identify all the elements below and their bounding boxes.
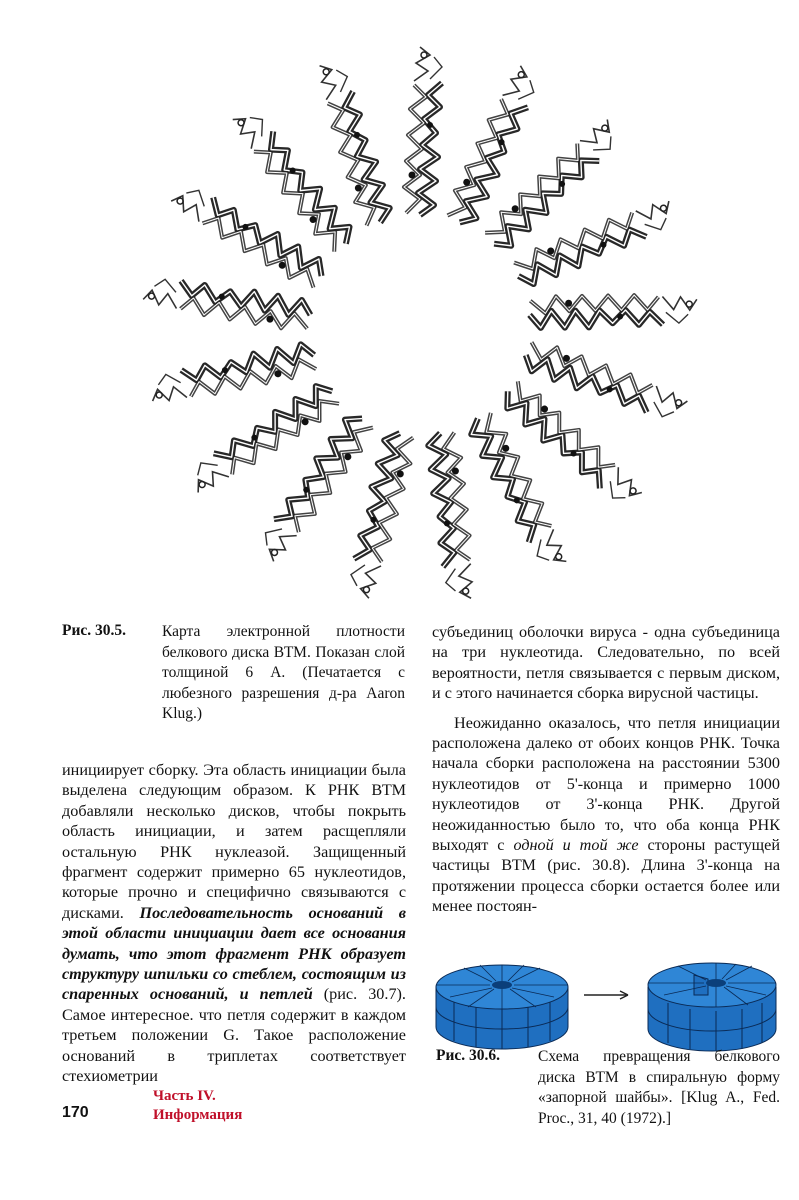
right-paragraph-2 [432, 713, 780, 917]
right-column-text [432, 622, 780, 917]
electron-density-map-figure [120, 30, 720, 610]
right-text-italic: одной и той же [513, 836, 639, 855]
figure-30-5-label: Рис. 30.5. [62, 622, 127, 639]
right-paragraph-1: субъединиц оболочки вируса - одна субъединица на три нуклеотида. Следовательно, по всей вероятности, петля связывается с первым диском, и с этого начинается сборка вирусной частицы. [432, 623, 780, 703]
part-number: Часть IV. [153, 1088, 216, 1104]
left-text-part-1: инициирует сборку. Эта область инициации была выделена следующим образом. К РНК ВТМ добавляли несколько дисков, чтобы покрыть область инициации, и затем расщепляли остальную РНК нуклеазой. Защищенный фрагмент содержит примерно 65 нуклеотидов, которые прочно и специфично связываются с дисками. [62, 761, 406, 922]
flat-disk-drawing [436, 965, 568, 1049]
left-column-text [62, 760, 406, 1087]
figure-30-6-label: Рис. 30.6. [436, 1047, 501, 1064]
right-text-part-2: стороны растущей частицы ВТМ (рис. 30.8). Длина 3'-конца на протяжении процесса сборки остается более или менее постоян- [432, 836, 780, 916]
figure-30-5-caption: Карта электронной плотности белкового диска ВТМ. Показан слой толщиной 6 А. (Печатается с любезного разрешения д-ра Aaron Klug.) [162, 623, 405, 722]
right-text-part-1: Неожиданно оказалось, что петля инициации расположена далеко от обоих концов РНК. Точка начала сборки расположена на расстоянии 5300 нуклеотидов от 5'-конца и примерно 1000 нуклеотидов от 3'-конца РНК. Другой неожиданностью было то, что оба конца РНК выходят с [432, 713, 780, 855]
disk-transformation-figure [432, 935, 784, 1053]
left-text-part-2: (рис. 30.7). Самое интересное. что петля содержит в каждом третьем положении G. Такое расположение оснований в триплетах соответствует стехиометрии [62, 985, 406, 1086]
part-title: Информация [153, 1107, 243, 1123]
page-number: 170 [62, 1104, 89, 1121]
transformation-arrow [584, 991, 628, 999]
lock-washer-drawing [648, 963, 776, 1051]
part-heading [153, 1087, 242, 1125]
left-text-italic: Последовательность оснований в этой области инициации дает все основания думать, что этот фрагмент РНК образует структуру шпильки со стеблем, состоящим из спаренных оснований, и петлей [62, 903, 407, 1004]
figure-30-6-caption: Схема превращения белкового диска ВТМ в спиральную форму «запорной шайбы». [Klug A., Fed. Proc., 31, 40 (1972).] [538, 1048, 780, 1127]
